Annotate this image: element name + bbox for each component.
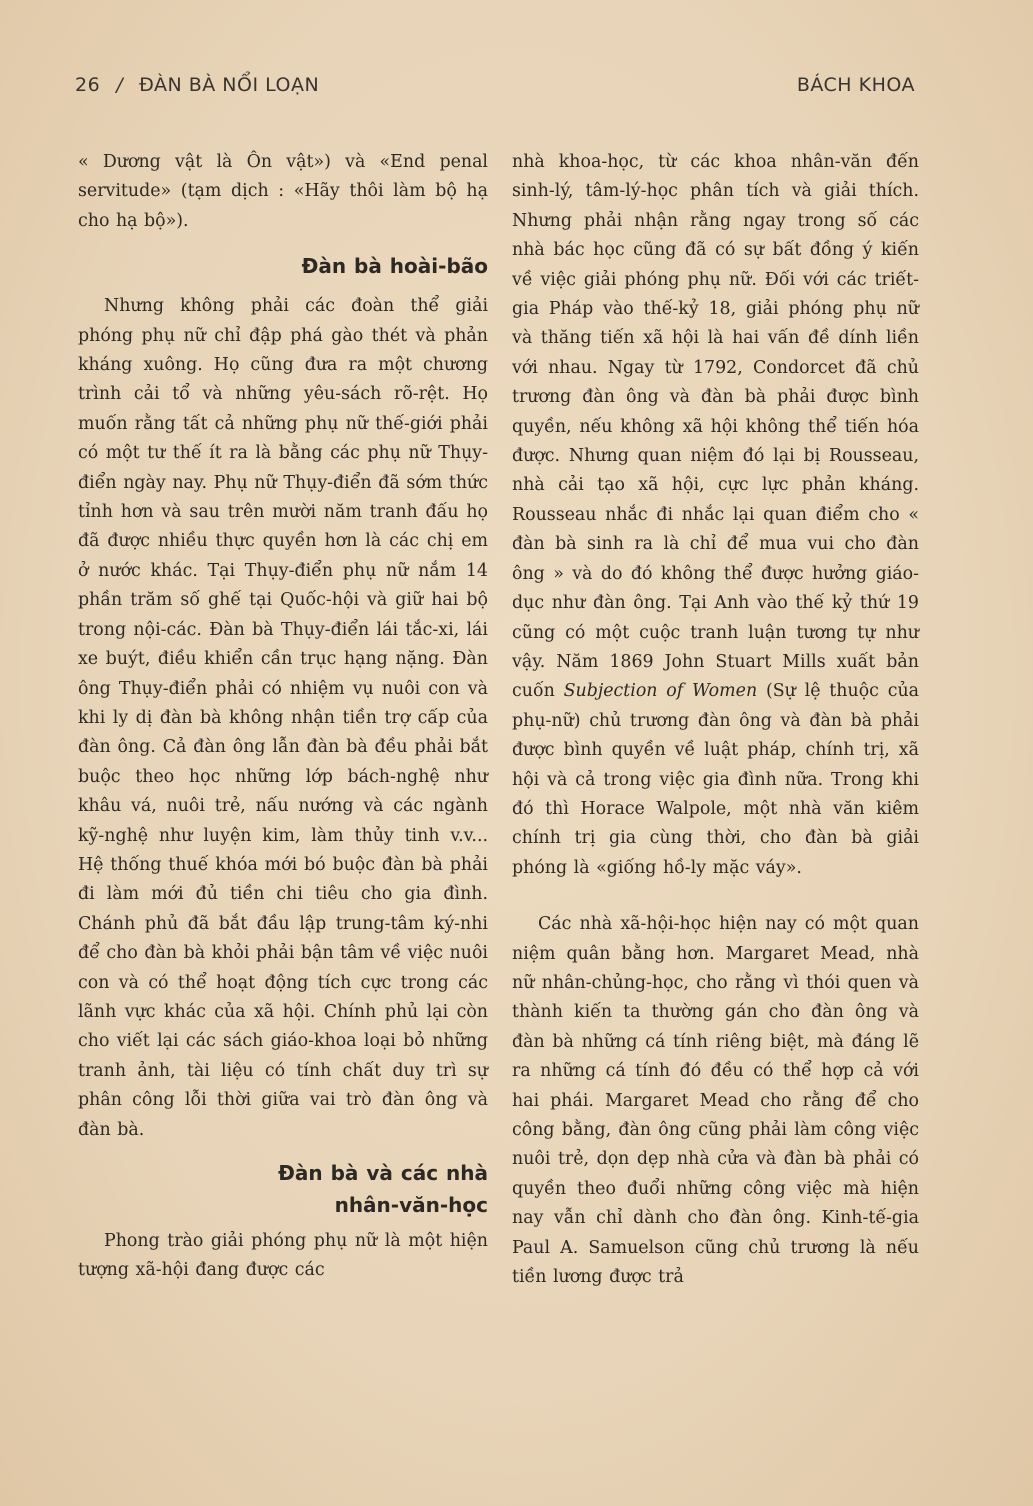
aspirations-paragraph: Nhưng không phải các đoàn thể giải phóng phụ nữ chỉ đập phá gào thét và phản kháng xuông. Họ cũng đưa ra một chương trình cải tổ và những yêu-sách rõ-rệt. Họ muốn rằng tất cả những phụ nữ thế-giới phải có một tư thế ít ra là bằng các phụ nữ Thụy-điển ngày nay. Phụ nữ Thụy-điển đã sớm thức tỉnh hơn và sau trên mười năm tranh đấu họ đã được nhiều thực quyền hơn là các chị em ở nước khác. Tại Thụy-điển phụ nữ nắm 14 phần trăm số ghế tại Quốc-hội và giữ hai bộ trong nội-các. Đàn bà Thụy-điển lái tắc-xi, lái xe buýt, điều khiển cần trục hạng nặng. Đàn ông Thụy-điển phải có nhiệm vụ nuôi con và khi ly dị đàn bà không nhận tiền trợ cấp của đàn ông. Cả đàn ông lẫn đàn bà đều phải bắt buộc theo học những lớp bách-nghệ như khâu vá, nuôi trẻ, nấu nướng và các ngành kỹ-nghệ như luyện kim, làm thủy tinh v.v... Hệ thống thuế khóa mới bó buộc đàn bà phải đi làm mới đủ tiền chi tiêu cho gia đình. Chánh phủ đã bắt đầu lập trung-tâm ký-nhi để cho đàn bà khỏi phải bận tâm về việc nuôi con và có thể hoạt động tích cực trong các lãnh vực khác của xã hội. Chính phủ lại còn cho viết lại các sách giáo-khoa loại bỏ những tranh ảnh, tài liệu có tính chất duy trì sự phân công lỗi thời giữa vai trò đàn ông và đàn bà.	[78, 296, 488, 1140]
page-number: 26	[75, 74, 101, 96]
book-title: Subjection of Women	[563, 681, 758, 702]
header-left	[75, 74, 319, 96]
humanists-paragraph: Phong trào giải phóng phụ nữ là một hiện tượng xã-hội đang được các	[78, 1231, 488, 1281]
right-column	[512, 148, 919, 1292]
section-heading-humanists	[78, 1157, 488, 1221]
sociologists-paragraph: Các nhà xã-hội-học hiện nay có một quan niệm quân bằng hơn. Margaret Mead, nhà nữ nhân-chủng-học, cho rằng vì thói quen và thành kiến ta thường gán cho đàn ông và đàn bà những cá tính riêng biệt, mà đáng lẽ ra những cá tính đó đều có thể hợp cả với hai phái. Margaret Mead cho rằng để cho công bằng, đàn ông cũng phải làm công việc nuôi trẻ, dọn dẹp nhà cửa và đàn bà phải có quyền theo đuổi những công việc mà hiện nay vẫn chỉ dành cho đàn ông. Kinh-tế-gia Paul A. Samuelson cũng chủ trương là nếu tiền lương được trả	[512, 914, 919, 1288]
section-heading-aspirations: Đàn bà hoài-bão	[301, 254, 488, 279]
heading-line-2: nhân-văn-học	[334, 1193, 488, 1217]
scientists-paragraph	[512, 148, 919, 883]
page-header	[75, 74, 915, 106]
scientists-text: nhà khoa-học, từ các khoa nhân-văn đến sinh-lý, tâm-lý-học phân tích và giải thích. Nhưng phải nhận rằng ngay trong số các nhà bác học cũng đã có sự bất đồng ý kiến về việc giải phóng phụ nữ. Đối với các triết-gia Pháp vào thế-kỷ 18, giải phóng phụ nữ và thăng tiến xã hội là hai vấn đề dính liền với nhau. Ngay từ 1792, Condorcet đã chủ trương đàn ông và đàn bà phải được bình quyền, nếu không xã hội không thể tiến hóa được. Nhưng quan niệm đó lại bị Rousseau, nhà cải tạo xã hội, cực lực phản kháng. Rousseau nhắc đi nhắc lại quan điểm cho « đàn bà sinh ra là chỉ để mua vui cho đàn ông » và do đó không thể được hưởng giáo-dục như đàn ông. Tại Anh vào thế kỷ thứ 19 cũng có một cuộc tranh luận tương tự như vậy. Năm 1869 John Stuart Mills xuất bản cuốn	[512, 152, 919, 702]
left-column	[78, 148, 488, 1286]
header-separator: /	[116, 74, 124, 96]
article-title: ĐÀN BÀ NỔI LOẠN	[139, 74, 320, 96]
magazine-name: BÁCH KHOA	[796, 74, 915, 96]
intro-paragraph: « Dương vật là Ôn vật») và «End penal servitude» (tạm dịch : «Hãy thôi làm bộ hạ cho hạ bộ»).	[78, 152, 488, 231]
scientists-text-cont: (Sự lệ thuộc của phụ-nữ) chủ trương đàn ông và đàn bà phải được bình quyền về luật pháp, chính trị, xã hội và cả trong việc gia đình nữa. Trong khi đó thì Horace Walpole, một nhà văn kiêm chính trị gia cùng thời, cho đàn bà giải phóng là «giống hồ-ly mặc váy».	[512, 681, 920, 878]
heading-line-1: Đàn bà và các nhà	[278, 1161, 488, 1185]
